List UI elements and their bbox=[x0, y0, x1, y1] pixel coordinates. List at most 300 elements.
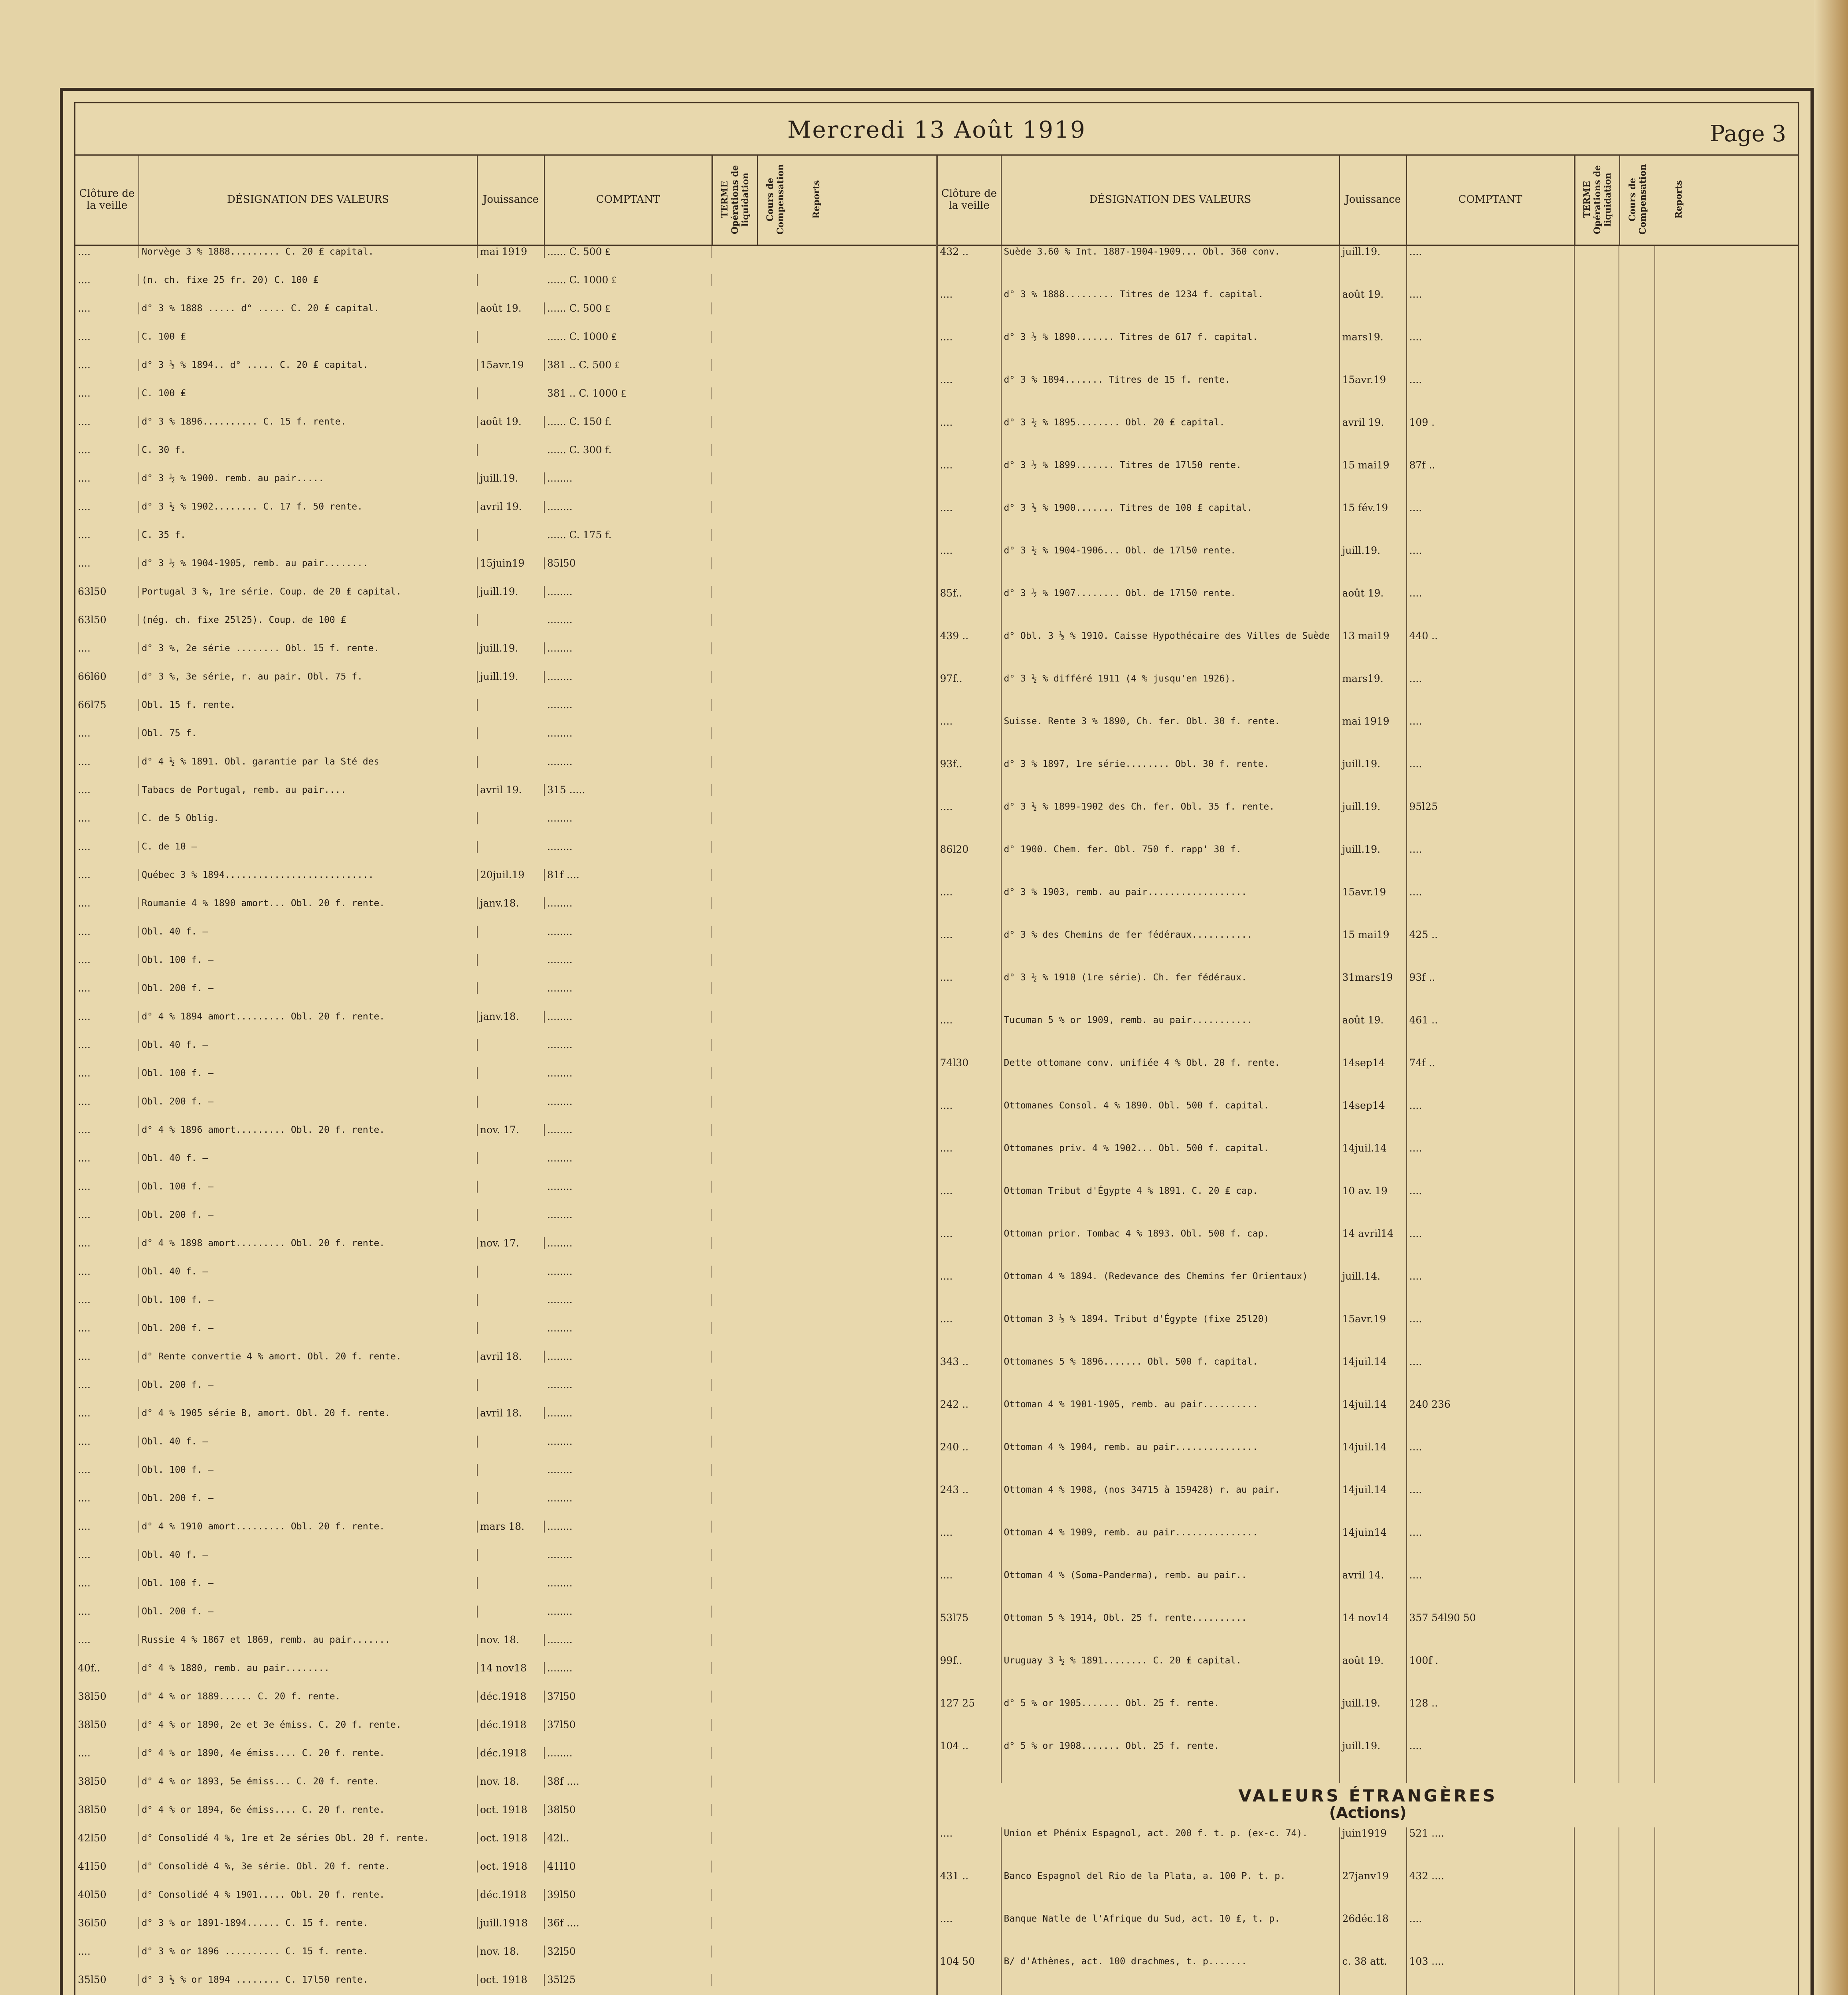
reports-cell bbox=[1655, 630, 1702, 673]
table-row bbox=[75, 1351, 936, 1379]
designation-cell: d° 3 ½ % 1894.. d° ..... C. 20 ₤ capital. bbox=[139, 359, 478, 371]
cours-cell bbox=[1619, 1441, 1655, 1484]
jouissance-cell: juill.19. bbox=[1340, 1697, 1407, 1740]
terme-cell bbox=[1575, 1827, 1619, 1870]
comptant-cell: .... bbox=[1407, 1270, 1575, 1313]
cloture-cell: 86l20 bbox=[938, 843, 1002, 886]
table-row bbox=[938, 1014, 1799, 1057]
designation-cell: Obl. 75 f. bbox=[139, 727, 478, 739]
jouissance-cell: déc.1918 bbox=[478, 1719, 545, 1731]
header-cloture: Clôture de la veille bbox=[75, 154, 139, 245]
designation-cell: d° 3 % or 1896 .......... C. 15 f. rente. bbox=[139, 1946, 478, 1957]
table-row bbox=[938, 886, 1799, 929]
table-row bbox=[75, 1662, 936, 1691]
reports-cell bbox=[1655, 1100, 1702, 1142]
designation-cell: d° 3 %, 2e série ........ Obl. 15 f. rente. bbox=[139, 642, 478, 654]
cloture-cell: .... bbox=[938, 1913, 1002, 1955]
comptant-cell: 38f .... bbox=[545, 1776, 712, 1788]
cours-cell bbox=[1619, 1655, 1655, 1697]
designation-cell: Québec 3 % 1894........................... bbox=[139, 869, 478, 881]
designation-cell: Ottomanes priv. 4 % 1902... Obl. 500 f. capital. bbox=[1002, 1142, 1340, 1185]
designation-cell: (n. ch. fixe 25 fr. 20) C. 100 ₤ bbox=[139, 274, 478, 286]
terme-cell bbox=[1575, 374, 1619, 417]
reports-cell bbox=[1655, 246, 1702, 288]
table-row bbox=[938, 1527, 1799, 1569]
comptant-cell: .... bbox=[1407, 587, 1575, 630]
reports-cell bbox=[1655, 1655, 1702, 1697]
cloture-cell: .... bbox=[938, 1014, 1002, 1057]
cloture-cell: 85f.. bbox=[938, 587, 1002, 630]
terme-cell bbox=[1575, 1142, 1619, 1185]
cours-cell bbox=[1619, 1270, 1655, 1313]
table-row bbox=[75, 1861, 936, 1889]
cloture-cell: 240 .. bbox=[938, 1441, 1002, 1484]
table-row bbox=[75, 671, 936, 699]
comptant-cell: 95l25 bbox=[1407, 801, 1575, 843]
cloture-cell: .... bbox=[938, 459, 1002, 502]
designation-cell: d° Consolidé 4 % 1901..... Obl. 20 f. rente. bbox=[139, 1889, 478, 1901]
reports-cell bbox=[1655, 545, 1702, 587]
comptant-cell: 37l50 bbox=[545, 1691, 712, 1703]
cours-cell bbox=[1619, 1827, 1655, 1870]
jouissance-cell: 14juil.14 bbox=[1340, 1356, 1407, 1398]
reports-cell bbox=[1655, 1441, 1702, 1484]
cloture-cell: .... bbox=[938, 715, 1002, 758]
comptant-cell: ...... C. 1000 ₤ bbox=[545, 274, 712, 286]
designation-cell: d° 4 % or 1893, 5e émiss... C. 20 f. rente. bbox=[139, 1776, 478, 1788]
terme-cell bbox=[1575, 715, 1619, 758]
cloture-cell: .... bbox=[938, 545, 1002, 587]
cloture-cell: .... bbox=[75, 812, 139, 824]
table-row bbox=[75, 1832, 936, 1861]
jouissance-cell: 15juin19 bbox=[478, 557, 545, 569]
comptant-cell: ........ bbox=[545, 727, 712, 739]
right-bottom-rows bbox=[938, 1827, 1799, 1995]
designation-cell: d° 3 ½ % 1899-1902 des Ch. fer. Obl. 35 f. rente. bbox=[1002, 801, 1340, 843]
comptant-cell: ........ bbox=[545, 1662, 712, 1674]
comptant-cell: 521 .... bbox=[1407, 1827, 1575, 1870]
header-jouissance: Jouissance bbox=[1340, 154, 1407, 245]
table-row bbox=[75, 501, 936, 529]
cloture-cell: .... bbox=[938, 331, 1002, 374]
table-row bbox=[75, 1804, 936, 1832]
designation-cell: d° 4 ½ % 1891. Obl. garantie par la Sté des bbox=[139, 756, 478, 768]
designation-cell: Union et Phénix Espagnol, act. 200 f. t. p. (ex-c. 74). bbox=[1002, 1827, 1340, 1870]
terme-cell bbox=[1575, 459, 1619, 502]
comptant-cell: ........ bbox=[545, 614, 712, 626]
designation-cell: Obl. 200 f. — bbox=[139, 1096, 478, 1108]
cours-cell bbox=[1619, 1955, 1655, 1995]
cloture-cell: .... bbox=[938, 1228, 1002, 1270]
designation-cell: Obl. 200 f. — bbox=[139, 1492, 478, 1504]
designation-cell: d° 3 ½ % 1904-1905, remb. au pair........ bbox=[139, 557, 478, 569]
table-row bbox=[75, 954, 936, 982]
terme-cell bbox=[1575, 1014, 1619, 1057]
table-row bbox=[75, 897, 936, 926]
designation-cell: Norvège 3 % 1888......... C. 20 ₤ capital. bbox=[139, 246, 478, 258]
comptant-cell: ........ bbox=[545, 1266, 712, 1278]
terme-cell bbox=[1575, 758, 1619, 801]
reports-cell bbox=[1655, 1185, 1702, 1228]
terme-cell bbox=[1575, 1484, 1619, 1527]
cloture-cell: .... bbox=[75, 1209, 139, 1221]
designation-cell: d° 3 ½ % or 1894 ........ C. 17l50 rente. bbox=[139, 1974, 478, 1986]
designation-cell: Ottoman prior. Tombac 4 % 1893. Obl. 500 f. cap. bbox=[1002, 1228, 1340, 1270]
designation-cell: Obl. 200 f. — bbox=[139, 1379, 478, 1391]
table-row bbox=[75, 699, 936, 727]
cloture-cell: .... bbox=[75, 897, 139, 909]
table-row bbox=[75, 246, 936, 274]
table-row bbox=[938, 587, 1799, 630]
table-row bbox=[75, 1322, 936, 1351]
terme-cell bbox=[1575, 1655, 1619, 1697]
table-row bbox=[938, 1955, 1799, 1995]
jouissance-cell: avril 14. bbox=[1340, 1569, 1407, 1612]
designation-cell: d° 4 % 1905 série B, amort. Obl. 20 f. rente. bbox=[139, 1407, 478, 1419]
jouissance-cell: 15 mai19 bbox=[1340, 459, 1407, 502]
table-row bbox=[938, 929, 1799, 972]
cloture-cell: .... bbox=[75, 982, 139, 994]
table-row bbox=[75, 982, 936, 1011]
designation-cell: Ottoman 3 ½ % 1894. Tribut d'Égypte (fixe 25l20) bbox=[1002, 1313, 1340, 1356]
comptant-cell: ........ bbox=[545, 926, 712, 938]
cloture-cell: .... bbox=[75, 1181, 139, 1193]
reports-cell bbox=[1655, 1569, 1702, 1612]
designation-cell: Tucuman 5 % or 1909, remb. au pair........... bbox=[1002, 1014, 1340, 1057]
cloture-cell: .... bbox=[938, 502, 1002, 545]
table-row bbox=[938, 1913, 1799, 1955]
designation-cell: Obl. 40 f. — bbox=[139, 1436, 478, 1448]
jouissance-cell: déc.1918 bbox=[478, 1691, 545, 1703]
designation-cell: Obl. 40 f. — bbox=[139, 1039, 478, 1051]
designation-cell: d° Rente convertie 4 % amort. Obl. 20 f. rente. bbox=[139, 1351, 478, 1363]
cloture-cell: .... bbox=[75, 359, 139, 371]
cloture-cell: .... bbox=[75, 954, 139, 966]
comptant-cell: ...... C. 175 f. bbox=[545, 529, 712, 541]
terme-cell bbox=[1575, 1569, 1619, 1612]
designation-cell: Suède 3.60 % Int. 1887-1904-1909... Obl. 360 conv. bbox=[1002, 246, 1340, 288]
cloture-cell: .... bbox=[75, 387, 139, 399]
designation-cell: d° 3 ½ % 1890....... Titres de 617 f. capital. bbox=[1002, 331, 1340, 374]
table-row bbox=[75, 1436, 936, 1464]
cours-cell bbox=[1619, 1014, 1655, 1057]
jouissance-cell: 10 av. 19 bbox=[1340, 1185, 1407, 1228]
reports-cell bbox=[1655, 502, 1702, 545]
cloture-cell: .... bbox=[75, 1096, 139, 1108]
table-row bbox=[75, 416, 936, 444]
designation-cell: Ottomanes 5 % 1896....... Obl. 500 f. capital. bbox=[1002, 1356, 1340, 1398]
reports-cell bbox=[1655, 1870, 1702, 1913]
table-row bbox=[75, 1946, 936, 1974]
comptant-cell: ........ bbox=[545, 1634, 712, 1646]
table-row bbox=[938, 1398, 1799, 1441]
header-comptant: COMPTANT bbox=[545, 154, 712, 245]
cours-cell bbox=[1619, 374, 1655, 417]
designation-cell: d° 3 % 1888......... Titres de 1234 f. capital. bbox=[1002, 288, 1340, 331]
jouissance-cell: 14juil.14 bbox=[1340, 1398, 1407, 1441]
designation-cell: Obl. 200 f. — bbox=[139, 1606, 478, 1618]
designation-cell: Ottoman 5 % 1914, Obl. 25 f. rente.......... bbox=[1002, 1612, 1340, 1655]
designation-cell: Ottoman 4 % 1904, remb. au pair............... bbox=[1002, 1441, 1340, 1484]
table-row bbox=[75, 444, 936, 472]
comptant-cell: ........ bbox=[545, 699, 712, 711]
comptant-cell: .... bbox=[1407, 843, 1575, 886]
cours-cell bbox=[1619, 630, 1655, 673]
cloture-cell: .... bbox=[938, 288, 1002, 331]
cloture-cell: .... bbox=[938, 1313, 1002, 1356]
designation-cell: Obl. 100 f. — bbox=[139, 1464, 478, 1476]
comptant-cell: 315 ..... bbox=[545, 784, 712, 796]
reports-cell bbox=[1655, 1612, 1702, 1655]
comptant-cell: 440 .. bbox=[1407, 630, 1575, 673]
cloture-cell: .... bbox=[75, 501, 139, 513]
cours-cell bbox=[1619, 1185, 1655, 1228]
cloture-cell: .... bbox=[75, 756, 139, 768]
designation-cell: d° 4 % 1880, remb. au pair........ bbox=[139, 1662, 478, 1674]
cloture-cell: 42l50 bbox=[75, 1832, 139, 1844]
jouissance-cell: mai 1919 bbox=[478, 246, 545, 258]
table-row bbox=[75, 1152, 936, 1181]
designation-cell: d° Obl. 3 ½ % 1910. Caisse Hypothécaire des Villes de Suède bbox=[1002, 630, 1340, 673]
terme-cell bbox=[1575, 929, 1619, 972]
jouissance-cell: juill.1918 bbox=[478, 1917, 545, 1929]
cloture-cell: 36l50 bbox=[75, 1917, 139, 1929]
designation-cell: Portugal 3 %, 1re série. Coup. de 20 ₤ capital. bbox=[139, 586, 478, 598]
comptant-cell: .... bbox=[1407, 1740, 1575, 1783]
cloture-cell: .... bbox=[75, 557, 139, 569]
table-row bbox=[938, 502, 1799, 545]
cloture-cell: .... bbox=[75, 869, 139, 881]
designation-cell: d° 4 % or 1894, 6e émiss.... C. 20 f. rente. bbox=[139, 1804, 478, 1816]
cloture-cell: .... bbox=[75, 784, 139, 796]
reports-cell bbox=[1655, 1484, 1702, 1527]
comptant-cell: ........ bbox=[545, 1492, 712, 1504]
comptant-cell: 240 236 bbox=[1407, 1398, 1575, 1441]
terme-cell bbox=[1575, 1228, 1619, 1270]
header-designation: DÉSIGNATION DES VALEURS bbox=[139, 154, 478, 245]
table-row bbox=[938, 1697, 1799, 1740]
terme-cell bbox=[1575, 673, 1619, 715]
comptant-cell: 100f . bbox=[1407, 1655, 1575, 1697]
designation-cell: B/ d'Athènes, act. 100 drachmes, t. p....... bbox=[1002, 1955, 1340, 1995]
cloture-cell: .... bbox=[75, 1152, 139, 1164]
jouissance-cell: 15 mai19 bbox=[1340, 929, 1407, 972]
cloture-cell: .... bbox=[75, 472, 139, 484]
comptant-cell: 432 .... bbox=[1407, 1870, 1575, 1913]
reports-cell bbox=[1655, 886, 1702, 929]
designation-cell: d° 3 ½ % 1900. remb. au pair..... bbox=[139, 472, 478, 484]
table-row bbox=[938, 459, 1799, 502]
jouissance-cell: 14 avril14 bbox=[1340, 1228, 1407, 1270]
table-row bbox=[938, 758, 1799, 801]
cloture-cell: 66l60 bbox=[75, 671, 139, 683]
jouissance-cell: juill.19. bbox=[1340, 1740, 1407, 1783]
comptant-cell: 425 .. bbox=[1407, 929, 1575, 972]
table-row bbox=[75, 1691, 936, 1719]
table-row bbox=[75, 1294, 936, 1322]
comptant-cell: .... bbox=[1407, 1356, 1575, 1398]
designation-cell: d° 4 % 1894 amort......... Obl. 20 f. rente. bbox=[139, 1011, 478, 1023]
designation-cell: d° 3 % 1888 ..... d° ..... C. 20 ₤ capital. bbox=[139, 302, 478, 314]
jouissance-cell: déc.1918 bbox=[478, 1889, 545, 1901]
table-row bbox=[938, 1313, 1799, 1356]
cours-cell bbox=[1619, 1313, 1655, 1356]
table-row bbox=[938, 673, 1799, 715]
comptant-cell: ........ bbox=[545, 1577, 712, 1589]
table-row bbox=[75, 1266, 936, 1294]
cloture-cell: .... bbox=[75, 1294, 139, 1306]
table-row bbox=[938, 630, 1799, 673]
jouissance-cell: oct. 1918 bbox=[478, 1832, 545, 1844]
terme-cell bbox=[1575, 630, 1619, 673]
comptant-cell: .... bbox=[1407, 758, 1575, 801]
comptant-cell: ........ bbox=[545, 586, 712, 598]
designation-cell: Ottomanes Consol. 4 % 1890. Obl. 500 f. capital. bbox=[1002, 1100, 1340, 1142]
reports-cell bbox=[1655, 1270, 1702, 1313]
table-row bbox=[75, 1889, 936, 1917]
cloture-cell: 53l75 bbox=[938, 1612, 1002, 1655]
cloture-cell: 127 25 bbox=[938, 1697, 1002, 1740]
table-frame bbox=[74, 102, 1799, 1995]
table-row bbox=[75, 1747, 936, 1776]
table-row bbox=[75, 727, 936, 756]
jouissance-cell: 15 fév.19 bbox=[1340, 502, 1407, 545]
table-row bbox=[938, 1612, 1799, 1655]
comptant-cell: ........ bbox=[545, 1379, 712, 1391]
designation-cell: Roumanie 4 % 1890 amort... Obl. 20 f. rente. bbox=[139, 897, 478, 909]
header-cloture: Clôture de la veille bbox=[938, 154, 1002, 245]
table-row bbox=[75, 359, 936, 387]
reports-cell bbox=[1655, 1057, 1702, 1100]
designation-cell: d° 3 ½ % 1900....... Titres de 100 ₤ capital. bbox=[1002, 502, 1340, 545]
cloture-cell: .... bbox=[75, 1322, 139, 1334]
table-row bbox=[75, 756, 936, 784]
cloture-cell: 41l50 bbox=[75, 1861, 139, 1873]
table-row bbox=[75, 1407, 936, 1436]
table-row bbox=[75, 586, 936, 614]
table-row bbox=[75, 1096, 936, 1124]
cloture-cell: 104 50 bbox=[938, 1955, 1002, 1995]
table-row bbox=[75, 331, 936, 359]
comptant-cell: ...... C. 300 f. bbox=[545, 444, 712, 456]
cloture-cell: 431 .. bbox=[938, 1870, 1002, 1913]
jouissance-cell: oct. 1918 bbox=[478, 1861, 545, 1873]
jouissance-cell: 20juil.19 bbox=[478, 869, 545, 881]
table-row bbox=[75, 1209, 936, 1237]
cloture-cell: .... bbox=[75, 1407, 139, 1419]
terme-cell bbox=[1575, 972, 1619, 1014]
designation-cell: Ottoman 4 % 1894. (Redevance des Chemins fer Orientaux) bbox=[1002, 1270, 1340, 1313]
designation-cell: d° 3 % 1896.......... C. 15 f. rente. bbox=[139, 416, 478, 428]
comptant-cell: .... bbox=[1407, 886, 1575, 929]
designation-cell: d° Consolidé 4 %, 3e série. Obl. 20 f. rente. bbox=[139, 1861, 478, 1873]
cours-cell bbox=[1619, 801, 1655, 843]
cloture-cell: .... bbox=[938, 1100, 1002, 1142]
comptant-cell: ........ bbox=[545, 1436, 712, 1448]
cloture-cell: .... bbox=[75, 1747, 139, 1759]
table-row bbox=[938, 1569, 1799, 1612]
terme-cell bbox=[1575, 1398, 1619, 1441]
comptant-cell: .... bbox=[1407, 673, 1575, 715]
table-row bbox=[75, 472, 936, 501]
table-row bbox=[75, 1237, 936, 1266]
table-row bbox=[938, 374, 1799, 417]
table-row bbox=[938, 1484, 1799, 1527]
jouissance-cell: juill.19. bbox=[478, 642, 545, 654]
table-row bbox=[75, 1634, 936, 1662]
reports-cell bbox=[1655, 1014, 1702, 1057]
comptant-cell: 109 . bbox=[1407, 417, 1575, 459]
table-row bbox=[75, 614, 936, 642]
reports-cell bbox=[1655, 374, 1702, 417]
cloture-cell: 243 .. bbox=[938, 1484, 1002, 1527]
cloture-cell: .... bbox=[75, 1606, 139, 1618]
terme-cell bbox=[1575, 1441, 1619, 1484]
comptant-cell: .... bbox=[1407, 1100, 1575, 1142]
designation-cell: Dette ottomane conv. unifiée 4 % Obl. 20 f. rente. bbox=[1002, 1057, 1340, 1100]
cours-cell bbox=[1619, 1142, 1655, 1185]
comptant-cell: ........ bbox=[545, 756, 712, 768]
comptant-cell: ........ bbox=[545, 642, 712, 654]
designation-cell: d° 4 % or 1890, 2e et 3e émiss. C. 20 f. rente. bbox=[139, 1719, 478, 1731]
jouissance-cell: juill.19. bbox=[1340, 246, 1407, 288]
terme-cell bbox=[1575, 331, 1619, 374]
jouissance-cell: juill.19. bbox=[478, 671, 545, 683]
jouissance-cell: 14juin14 bbox=[1340, 1527, 1407, 1569]
table-row bbox=[938, 715, 1799, 758]
comptant-cell: 37l50 bbox=[545, 1719, 712, 1731]
comptant-cell: ........ bbox=[545, 841, 712, 853]
cloture-cell: .... bbox=[938, 929, 1002, 972]
designation-cell: Russie 4 % 1867 et 1869, remb. au pair....... bbox=[139, 1634, 478, 1646]
jouissance-cell: 26déc.18 bbox=[1340, 1913, 1407, 1955]
cours-cell bbox=[1619, 1398, 1655, 1441]
cours-cell bbox=[1619, 288, 1655, 331]
comptant-cell: ........ bbox=[545, 1747, 712, 1759]
comptant-cell: 41l10 bbox=[545, 1861, 712, 1873]
cloture-cell: .... bbox=[75, 1946, 139, 1957]
cours-cell bbox=[1619, 929, 1655, 972]
jouissance-cell: 14 nov18 bbox=[478, 1662, 545, 1674]
terme-cell bbox=[1575, 417, 1619, 459]
jouissance-cell: janv.18. bbox=[478, 897, 545, 909]
jouissance-cell: nov. 18. bbox=[478, 1776, 545, 1788]
designation-cell: Obl. 100 f. — bbox=[139, 1577, 478, 1589]
cloture-cell: 97f.. bbox=[938, 673, 1002, 715]
comptant-cell: 74f .. bbox=[1407, 1057, 1575, 1100]
left-rows bbox=[75, 246, 936, 1995]
cloture-cell: .... bbox=[75, 1379, 139, 1391]
reports-cell bbox=[1655, 331, 1702, 374]
table-row bbox=[938, 1441, 1799, 1484]
jouissance-cell: c. 38 att. bbox=[1340, 1955, 1407, 1995]
cours-cell bbox=[1619, 1913, 1655, 1955]
table-row bbox=[75, 812, 936, 841]
table-row bbox=[75, 1039, 936, 1067]
table-row bbox=[75, 557, 936, 586]
table-row bbox=[75, 926, 936, 954]
comptant-cell: 36f .... bbox=[545, 1917, 712, 1929]
comptant-cell: .... bbox=[1407, 545, 1575, 587]
designation-cell: d° 3 % 1894....... Titres de 15 f. rente. bbox=[1002, 374, 1340, 417]
designation-cell: d° 3 ½ % 1895........ Obl. 20 ₤ capital. bbox=[1002, 417, 1340, 459]
comptant-cell: 381 .. C. 500 ₤ bbox=[545, 359, 712, 371]
cloture-cell: .... bbox=[75, 1492, 139, 1504]
comptant-cell: ........ bbox=[545, 1521, 712, 1533]
table-row bbox=[75, 387, 936, 416]
cloture-cell: 63l50 bbox=[75, 586, 139, 598]
jouissance-cell: mars19. bbox=[1340, 331, 1407, 374]
